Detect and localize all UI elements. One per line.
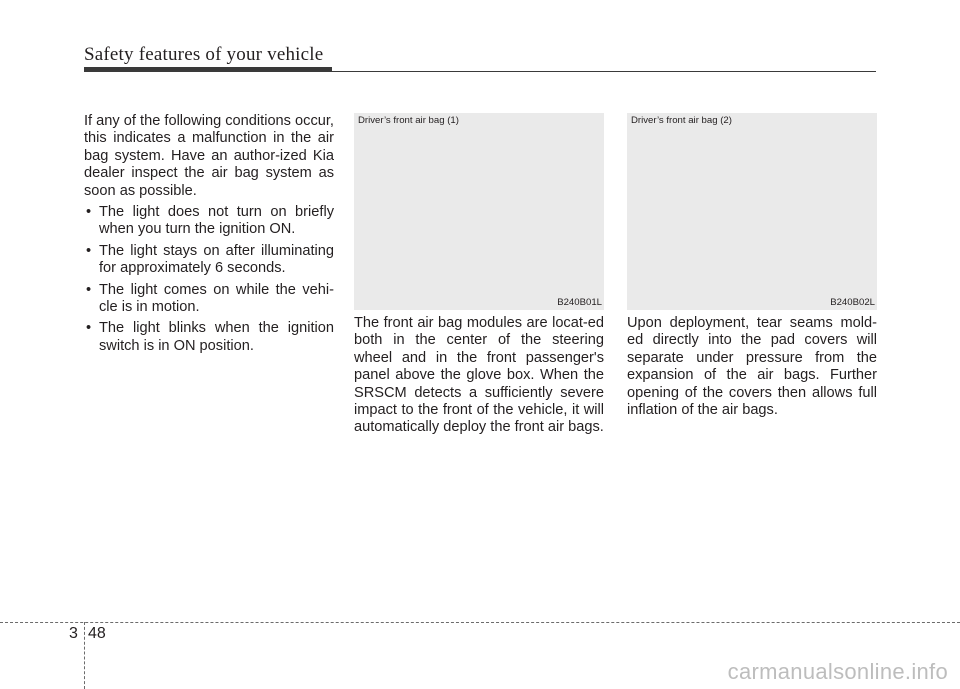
deployment-paragraph: Upon deployment, tear seams mold-ed directly into the pad covers will separate under pressure from the expansion of the air bags. Further opening of the covers then allows full inflation of the air bags. [627, 315, 877, 419]
watermark: carmanualsonline.info [727, 659, 948, 684]
right-column [627, 315, 877, 419]
figure-caption: Driver’s front air bag (1) [358, 115, 459, 126]
footer-divider [0, 622, 960, 623]
left-column [84, 113, 334, 359]
figure-code: B240B02L [830, 297, 875, 308]
list-item [84, 243, 334, 278]
list-item-text: The light does not turn on briefly when you turn the ignition ON. [99, 204, 334, 238]
air-bag-location-paragraph: The front air bag modules are locat-ed both in the center of the steering wheel and in the front passenger's panel above the glove box. When the SRSCM detects a sufficiently severe impact to the front of the vehicle, it will automatically deploy the front air bags. [354, 315, 604, 436]
malfunction-list [84, 204, 334, 355]
footer-vertical-divider [84, 622, 85, 689]
list-item-text: The light comes on while the vehi-cle is in motion. [99, 281, 334, 316]
list-item-text: The light stays on after illuminating for approximately 6 seconds. [99, 242, 334, 277]
middle-column [354, 315, 604, 437]
bullet-icon: • [86, 242, 92, 259]
list-item [84, 320, 334, 355]
list-item [84, 204, 334, 239]
figure-drivers-air-bag-2 [627, 113, 877, 310]
figure-caption: Driver’s front air bag (2) [631, 115, 732, 126]
bullet-icon: • [86, 204, 92, 221]
figure-code: B240B01L [557, 297, 602, 308]
page-title: Safety features of your vehicle [84, 44, 324, 65]
intro-paragraph: If any of the following conditions occur, this indicates a malfunction in the air bag system. Have an author-ized Kia dealer inspect the air bag system as soon as possible. [84, 113, 334, 199]
list-item-text: The light blinks when the ignition switch is in ON position. [99, 320, 334, 354]
bullet-icon: • [86, 281, 92, 298]
list-item [84, 282, 334, 317]
header-rule-thin [84, 71, 876, 72]
bullet-icon: • [86, 320, 92, 337]
page-number: 48 [88, 625, 106, 642]
chapter-number: 3 [69, 625, 78, 642]
figure-drivers-air-bag-1 [354, 113, 604, 310]
